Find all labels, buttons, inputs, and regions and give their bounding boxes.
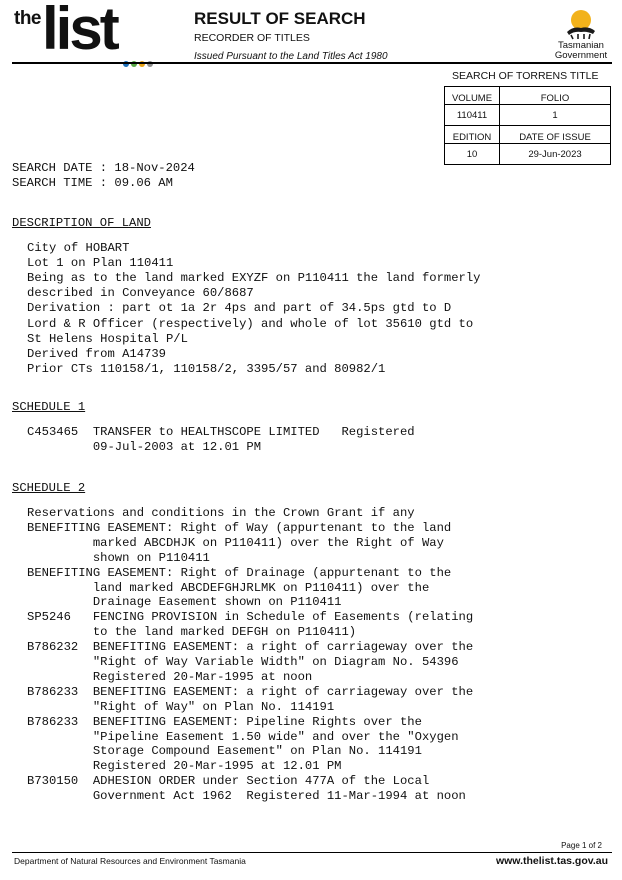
text-line: Prior CTs 110158/1, 110158/2, 3395/57 and 80982/1 — [27, 361, 386, 376]
text-line: land marked ABCDEFGHJRLMK on P110411) over the — [27, 580, 430, 595]
footer-rule — [12, 852, 612, 853]
text-line: Lord & R Officer (respectively) and whole of lot 35610 gtd to — [27, 316, 474, 331]
edition-label: EDITION — [445, 126, 500, 144]
text-line: Lot 1 on Plan 110411 — [27, 256, 174, 271]
edition-value: 10 — [445, 144, 500, 165]
text-line: City of HOBART — [27, 241, 130, 255]
text-line: B786232 BENEFITING EASEMENT: a right of carriageway over the — [27, 640, 474, 655]
text-line: C453465 TRANSFER to HEALTHSCOPE LIMITED Registered — [27, 425, 415, 439]
text-line: "Right of Way" on Plan No. 114191 — [27, 699, 335, 714]
text-line: 09-Jul-2003 at 12.01 PM — [27, 440, 262, 455]
description-heading: DESCRIPTION OF LAND — [12, 216, 151, 230]
folio-value: 1 — [500, 105, 611, 126]
text-line: Registered 20-Mar-1995 at 12.01 PM — [27, 759, 342, 774]
text-line: described in Conveyance 60/8687 — [27, 286, 254, 301]
tasmanian-government-logo — [548, 8, 614, 61]
gov-line1: Tasmanian — [558, 40, 604, 51]
thelist-logo — [12, 0, 152, 62]
search-date: SEARCH DATE : 18-Nov-2024 — [12, 161, 195, 175]
text-line: "Pipeline Easement 1.50 wide" and over the "Oxygen — [27, 729, 459, 744]
text-line: Derived from A14739 — [27, 346, 166, 361]
text-line: Storage Compound Easement" on Plan No. 114191 — [27, 744, 422, 759]
text-line: BENEFITING EASEMENT: Right of Way (appurtenant to the land — [27, 520, 452, 535]
text-line: Being as to the land marked EXYZF on P110411 the land formerly — [27, 271, 481, 286]
folio-label: FOLIO — [500, 87, 611, 105]
text-line: St Helens Hospital P/L — [27, 331, 188, 346]
text-line: SP5246 FENCING PROVISION in Schedule of Easements (relating — [27, 610, 474, 625]
text-line: "Right of Way Variable Width" on Diagram No. 54396 — [27, 655, 459, 669]
text-line: Registered 20-Mar-1995 at noon — [27, 669, 313, 684]
text-line: marked ABCDHJK on P110411) over the Right of Way — [27, 535, 444, 550]
page-number: Page 1 of 2 — [561, 841, 602, 850]
logo-dots — [123, 54, 163, 62]
text-line: B730150 ADHESION ORDER under Section 477A of the Local — [27, 774, 430, 789]
date-of-issue-value: 29-Jun-2023 — [500, 144, 611, 165]
date-of-issue-label: DATE OF ISSUE — [500, 126, 611, 144]
text-line: Reservations and conditions in the Crown Grant if any — [27, 506, 415, 520]
text-line: shown on P110411 — [27, 550, 210, 565]
text-line: Derivation : part ot 1a 2r 4ps and part of 34.5ps gtd to D — [27, 301, 452, 316]
logo-list-text: list — [42, 0, 117, 62]
header-rule — [12, 62, 612, 64]
schedule2-heading: SCHEDULE 2 — [12, 481, 86, 495]
search-time: SEARCH TIME : 09.06 AM — [12, 176, 173, 190]
department-name: Department of Natural Resources and Environment Tasmania — [14, 856, 246, 866]
text-line: B786233 BENEFITING EASEMENT: Pipeline Rights over the — [27, 714, 422, 729]
gov-line2: Government — [554, 50, 608, 61]
torrens-heading: SEARCH OF TORRENS TITLE — [452, 70, 599, 82]
page-title: RESULT OF SEARCH — [194, 9, 366, 28]
act-reference: Issued Pursuant to the Land Titles Act 1980 — [194, 51, 388, 62]
thylacine-emblem-icon — [561, 8, 601, 40]
text-line: Government Act 1962 Registered 11-Mar-1994 at noon — [27, 789, 466, 804]
page-subtitle: RECORDER OF TITLES — [194, 32, 310, 44]
text-line: to the land marked DEFGH on P110411) — [27, 625, 357, 640]
schedule1-heading: SCHEDULE 1 — [12, 400, 86, 414]
volume-label: VOLUME — [445, 87, 500, 105]
volume-value: 110411 — [445, 105, 500, 126]
text-line: Drainage Easement shown on P110411 — [27, 595, 342, 610]
text-line: BENEFITING EASEMENT: Right of Drainage (appurtenant to the — [27, 565, 452, 580]
logo-the-text: the — [14, 8, 41, 29]
title-reference-table — [444, 86, 611, 165]
website-url: www.thelist.tas.gov.au — [495, 855, 608, 867]
text-line: B786233 BENEFITING EASEMENT: a right of carriageway over the — [27, 684, 474, 699]
